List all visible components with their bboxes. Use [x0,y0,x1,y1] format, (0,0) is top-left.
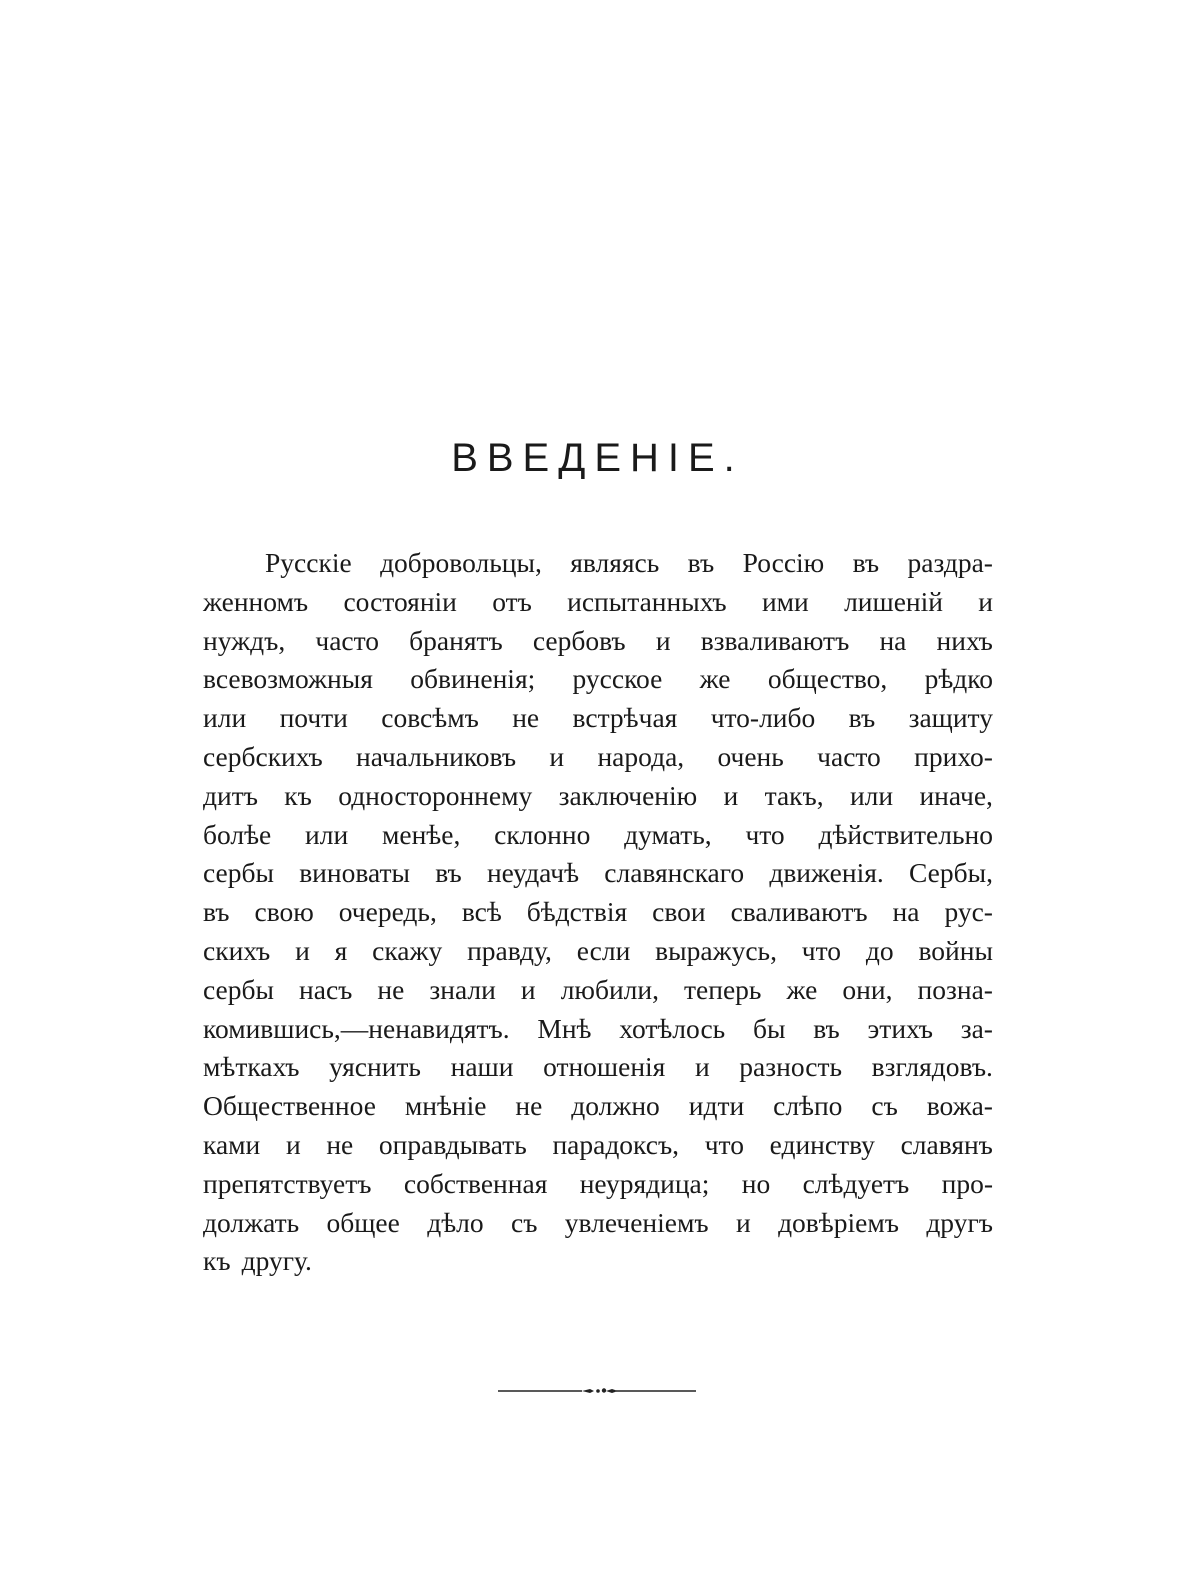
word: неудачѣ [486,857,580,889]
word: лишеній [844,585,943,617]
paragraph-line [203,1165,993,1204]
word: единству [769,1128,875,1160]
word: съ [510,1206,538,1238]
word: если [576,934,631,966]
paragraph-line [203,971,993,1010]
word: идти [688,1090,745,1122]
word: иначе, [919,779,993,811]
paragraph-line [203,622,993,661]
word: очередь, [338,896,437,928]
word: къ [284,779,312,811]
word: защиту [908,702,993,734]
word: общество, [767,663,888,695]
word: не [515,1090,543,1122]
word: нуждъ, [203,624,286,656]
paragraph-line [203,1204,993,1243]
word: болѣе [203,818,272,850]
word: раздра- [907,547,993,578]
word: должать [203,1206,300,1238]
word: вожа- [926,1090,993,1122]
word: что [745,818,785,850]
paragraph-line [203,544,993,583]
paragraph-line [203,777,993,816]
word: бы [752,1012,786,1044]
word: сербовъ [532,624,626,656]
word: очень [717,740,784,772]
paragraph-line [203,660,993,699]
word: прихо- [914,740,993,772]
chapter-title: ВВЕДЕНІЕ. [451,436,744,480]
word: и [655,624,671,656]
word: скажу [372,934,443,966]
word: Русскіе [265,547,352,578]
word: на [892,896,920,928]
word: другъ [926,1206,993,1238]
word: всѣ [461,896,502,928]
word: Сербы, [908,857,993,889]
word: этихъ [867,1012,933,1044]
word: въ [203,896,230,928]
word: съ [871,1090,898,1122]
paragraph-line [203,816,993,855]
word: славянскаго [604,857,745,889]
word: одностороннему [338,779,533,811]
word: являясь [570,547,660,578]
paragraph-line [203,738,993,777]
word: ими [761,585,809,617]
word: и [285,1128,301,1160]
word: дитъ [203,779,258,811]
paragraph-line [203,1010,993,1049]
word: состояніи [343,585,457,617]
word: сваливаютъ [730,896,868,928]
word: наши [450,1051,514,1083]
paragraph-line [203,893,993,932]
word: въ [813,1012,840,1044]
word: бѣдствія [526,896,628,928]
word: славянъ [900,1128,993,1160]
word: обвиненія; [410,663,536,695]
word: думать, [624,818,712,850]
word: не [512,702,540,734]
word: начальниковъ [356,740,517,772]
paragraph-line [203,932,993,971]
word: любили, [560,973,659,1005]
word: слѣдуетъ [802,1167,910,1199]
word: сербы [203,857,274,889]
word: нихъ [936,624,993,656]
paragraph-line [203,583,993,622]
word: сербы [203,973,274,1005]
word: рус- [944,896,993,928]
word: хотѣлось [619,1012,726,1044]
word: добровольцы, [380,547,542,578]
word: почти [279,702,348,734]
word: на [879,624,907,656]
word: Россію [742,547,825,578]
word: позна- [917,973,993,1005]
word: въ [687,547,715,578]
word: встрѣчая [572,702,678,734]
word: войны [918,934,993,966]
word: или [849,779,894,811]
word: знали [429,973,496,1005]
word: до [865,934,894,966]
word: и [735,1206,751,1238]
word: я [334,934,348,966]
word: же [699,663,731,695]
paragraph-line [203,1087,993,1126]
word: такъ, [764,779,824,811]
word: слѣпо [773,1090,843,1122]
word: движенія. [769,857,884,889]
word: и [978,585,993,617]
word: часто [817,740,881,772]
word: менѣе, [381,818,461,850]
word: женномъ [203,585,309,617]
word: другу. [241,1245,312,1277]
paragraph-line [203,1126,993,1165]
word: собственная [403,1167,548,1199]
word: и [723,779,739,811]
word: Общественное [203,1090,376,1122]
word: отношенія [543,1051,666,1083]
word: бранятъ [409,624,503,656]
paragraph-line [203,699,993,738]
word: что [704,1128,744,1160]
word: и [520,973,536,1005]
word: увлеченіемъ [564,1206,709,1238]
word: неурядица; [579,1167,710,1199]
word: и [549,740,565,772]
word: заключенію [558,779,698,811]
word: не [377,973,405,1005]
word: теперь [684,973,762,1005]
word: что-либо [710,702,816,734]
word: уяснить [329,1051,421,1083]
paragraph-line [203,1048,993,1087]
paragraph-line [203,854,993,893]
word: разность [739,1051,843,1083]
word: должно [571,1090,660,1122]
word: комившись,—ненавидятъ. [203,1012,510,1044]
word: препятствуетъ [203,1167,372,1199]
word: не [326,1128,354,1160]
paragraph-line [203,1242,993,1281]
word: ками [203,1128,261,1160]
word: свои [652,896,706,928]
word: за- [960,1012,993,1044]
word: мнѣніе [404,1090,487,1122]
word: и [295,934,310,966]
word: парадоксъ, [552,1128,680,1160]
word: испытанныхъ [567,585,727,617]
word: въ [852,547,880,578]
word: скихъ [203,934,271,966]
word: мѣткахъ [203,1051,300,1083]
word: или [305,818,349,850]
word: склонно [494,818,591,850]
word: часто [315,624,380,656]
word: рѣдко [924,663,993,695]
word: русское [572,663,663,695]
word: выражусь, [655,934,777,966]
word: взглядовъ. [871,1051,993,1083]
word: что [801,934,842,966]
word: правду, [467,934,552,966]
word: насъ [299,973,353,1005]
word: оправдывать [378,1128,527,1160]
ornament-divider [498,1384,696,1398]
word: всевозможныя [203,663,373,695]
word: но [741,1167,771,1199]
word: народа, [597,740,685,772]
word: взваливаютъ [700,624,850,656]
word: довѣріемъ [778,1206,899,1238]
word: и [694,1051,710,1083]
word: въ [435,857,462,889]
word: дѣйствительно [818,818,993,850]
word: или [203,702,247,734]
word: они, [842,973,893,1005]
body-paragraph [203,544,993,1281]
word: Мнѣ [537,1012,592,1044]
word: къ [203,1245,231,1277]
word: виноваты [299,857,410,889]
word: въ [848,702,876,734]
word: дѣло [427,1206,484,1238]
word: сербскихъ [203,740,323,772]
word: отъ [492,585,532,617]
word: совсѣмъ [381,702,479,734]
word: про- [941,1167,993,1199]
word: же [786,973,818,1005]
word: свою [254,896,314,928]
word: общее [326,1206,400,1238]
